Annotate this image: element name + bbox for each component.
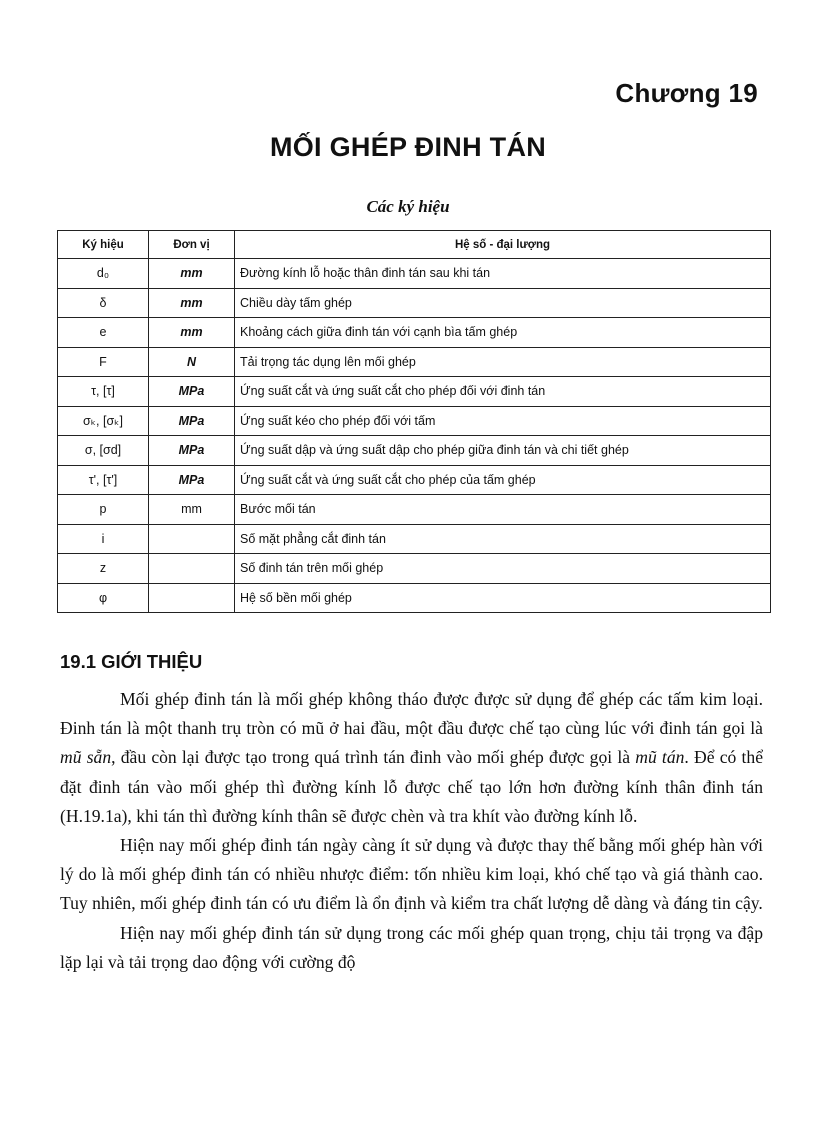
cell-unit: mm — [149, 259, 235, 289]
section-heading: 19.1 GIỚI THIỆU — [60, 651, 203, 672]
cell-description: Hệ số bền mối ghép — [235, 583, 771, 613]
cell-symbol: e — [58, 318, 149, 348]
cell-unit — [149, 583, 235, 613]
cell-unit: MPa — [149, 436, 235, 466]
cell-description: Ứng suất cắt và ứng suất cắt cho phép của tấm ghép — [235, 465, 771, 495]
term-mu-san: mũ sẵn — [60, 747, 112, 768]
chapter-number: Chương 19 — [615, 78, 758, 108]
symbols-caption: Các ký hiệu — [366, 197, 450, 216]
header-unit: Đơn vị — [149, 231, 235, 259]
cell-description: Ứng suất kéo cho phép đối với tấm — [235, 406, 771, 436]
table-row — [58, 318, 771, 348]
cell-unit: N — [149, 347, 235, 377]
cell-description: Số đinh tán trên mối ghép — [235, 554, 771, 584]
cell-unit: mm — [149, 495, 235, 525]
table-header-row — [58, 231, 771, 259]
table-row — [58, 259, 771, 289]
cell-symbol: σ, [σd] — [58, 436, 149, 466]
term-mu-tan: mũ tán — [635, 747, 685, 768]
cell-symbol: τ', [τ'] — [58, 465, 149, 495]
table-row — [58, 436, 771, 466]
table-row — [58, 406, 771, 436]
cell-description: Ứng suất dập và ứng suất dập cho phép giữa đinh tán và chi tiết ghép — [235, 436, 771, 466]
cell-unit: mm — [149, 318, 235, 348]
cell-symbol: z — [58, 554, 149, 584]
section-body — [60, 685, 763, 977]
table-row — [58, 554, 771, 584]
paragraph-text: , đầu còn lại được tạo trong quá trình tán đinh vào mối ghép được gọi là — [111, 747, 636, 768]
paragraph-text: Mối ghép đinh tán là mối ghép không tháo được được sử dụng để ghép các tấm kim loại. Đinh tán là một thanh trụ tròn có mũ ở hai đầu, một đầu được chế tạo cùng lúc với đinh tán gọi là — [60, 689, 763, 739]
table-row — [58, 465, 771, 495]
cell-symbol: τ, [τ] — [58, 377, 149, 407]
cell-description: Ứng suất cắt và ứng suất cắt cho phép đối với đinh tán — [235, 377, 771, 407]
cell-description: Đường kính lỗ hoặc thân đinh tán sau khi tán — [235, 259, 771, 289]
paragraph-applications: Hiện nay mối ghép đinh tán sử dụng trong các mối ghép quan trọng, chịu tải trọng va đập lặp lại và tải trọng dao động với cường độ — [60, 922, 763, 972]
symbols-table — [57, 230, 771, 613]
paragraph-current-use: Hiện nay mối ghép đinh tán ngày càng ít sử dụng và được thay thế bằng mối ghép hàn với lý do là mối ghép đinh tán có nhiều nhược điểm: tốn nhiều kim loại, khó chế tạo và giá thành cao. Tuy nhiên, mối ghép đinh tán có ưu điểm là ổn định và kiểm tra chất lượng dễ dàng và đáng tin cậy. — [60, 835, 763, 914]
table-row — [58, 288, 771, 318]
cell-unit — [149, 554, 235, 584]
table-row — [58, 583, 771, 613]
cell-description: Bước mối tán — [235, 495, 771, 525]
cell-unit: MPa — [149, 465, 235, 495]
cell-description: Số mặt phẳng cắt đinh tán — [235, 524, 771, 554]
paragraph-intro — [60, 685, 763, 831]
cell-symbol: φ — [58, 583, 149, 613]
cell-symbol: i — [58, 524, 149, 554]
table-row — [58, 347, 771, 377]
cell-unit: MPa — [149, 406, 235, 436]
paragraph-text: . Để có thể đặt đinh tán vào mối ghép thì đường kính lỗ được chế tạo lớn hơn đường kính thân đinh tán (H.19.1a), khi tán thì đường kính thân sẽ được chèn và tra khít vào đường kính lỗ. — [60, 747, 764, 826]
header-symbol: Ký hiệu — [58, 231, 149, 259]
chapter-title: MỐI GHÉP ĐINH TÁN — [269, 132, 547, 162]
cell-unit — [149, 524, 235, 554]
cell-symbol: σₖ, [σₖ] — [58, 406, 149, 436]
cell-symbol: p — [58, 495, 149, 525]
cell-description: Tải trọng tác dụng lên mối ghép — [235, 347, 771, 377]
header-description: Hệ số - đại lượng — [235, 231, 771, 259]
table-row — [58, 377, 771, 407]
table-row — [58, 524, 771, 554]
cell-unit: mm — [149, 288, 235, 318]
cell-symbol: d₀ — [58, 259, 149, 289]
cell-symbol: δ — [58, 288, 149, 318]
cell-description: Khoảng cách giữa đinh tán với cạnh bìa tấm ghép — [235, 318, 771, 348]
table-row — [58, 495, 771, 525]
cell-unit: MPa — [149, 377, 235, 407]
cell-description: Chiều dày tấm ghép — [235, 288, 771, 318]
cell-symbol: F — [58, 347, 149, 377]
